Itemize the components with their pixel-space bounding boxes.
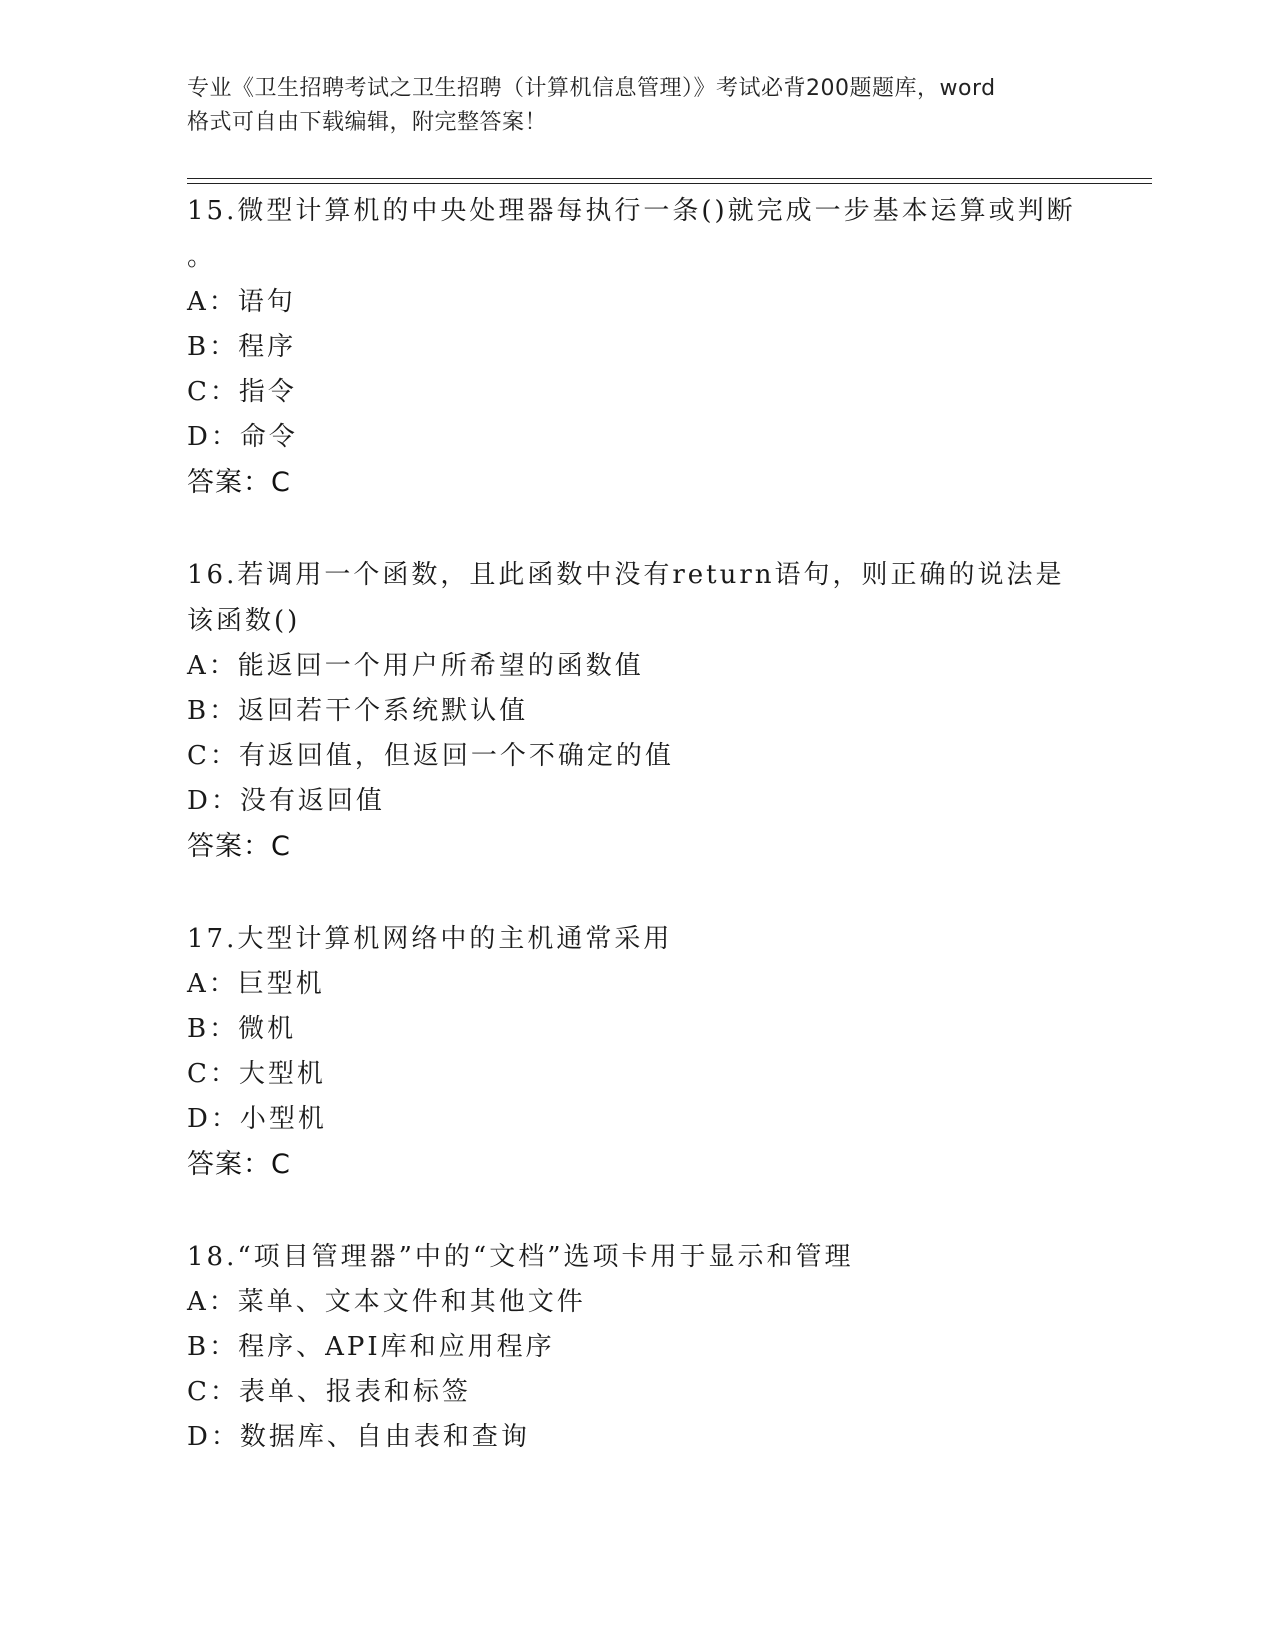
question-list — [187, 188, 1087, 1506]
header-line-2: 格式可自由下载编辑，附完整答案！ — [187, 110, 548, 135]
question-stem-continuation: 该函数() — [187, 606, 301, 636]
option-c: C：有返回值，但返回一个不确定的值 — [187, 741, 674, 771]
header-line-1: 专业《卫生招聘考试之卫生招聘（计算机信息管理）》考试必背200题题库，word — [187, 76, 996, 101]
option-d: D：没有返回值 — [187, 786, 385, 816]
question-17 — [187, 916, 1087, 1188]
option-b: B：程序 — [187, 332, 297, 362]
option-b: B：程序、API库和应用程序 — [187, 1332, 555, 1362]
question-stem: 16.若调用一个函数，且此函数中没有return语句，则正确的说法是 — [187, 560, 1065, 590]
option-a: A：巨型机 — [187, 969, 325, 999]
answer-text: 答案：C — [187, 1149, 291, 1180]
question-stem: 17.大型计算机网络中的主机通常采用 — [187, 924, 673, 954]
answer-text: 答案：C — [187, 831, 291, 862]
document-header — [187, 72, 1087, 140]
header-divider-bottom — [187, 183, 1152, 184]
header-divider-top — [187, 178, 1152, 179]
option-a: A：菜单、文本文件和其他文件 — [187, 1287, 586, 1317]
question-stem-continuation: 。 — [187, 242, 217, 272]
option-c: C：指令 — [187, 377, 297, 407]
option-b: B：返回若干个系统默认值 — [187, 696, 529, 726]
question-15 — [187, 188, 1087, 506]
option-d: D：小型机 — [187, 1104, 327, 1134]
option-b: B：微机 — [187, 1014, 297, 1044]
question-16 — [187, 552, 1087, 870]
question-stem: 18.“项目管理器”中的“文档”选项卡用于显示和管理 — [187, 1242, 854, 1272]
question-18 — [187, 1234, 1087, 1460]
option-c: C：大型机 — [187, 1059, 326, 1089]
option-d: D：数据库、自由表和查询 — [187, 1422, 530, 1452]
option-d: D：命令 — [187, 422, 298, 452]
option-a: A：能返回一个用户所希望的函数值 — [187, 651, 644, 681]
option-a: A：语句 — [187, 287, 296, 317]
option-c: C：表单、报表和标签 — [187, 1377, 471, 1407]
answer-text: 答案：C — [187, 467, 291, 498]
question-stem: 15.微型计算机的中央处理器每执行一条()就完成一步基本运算或判断 — [187, 196, 1076, 226]
